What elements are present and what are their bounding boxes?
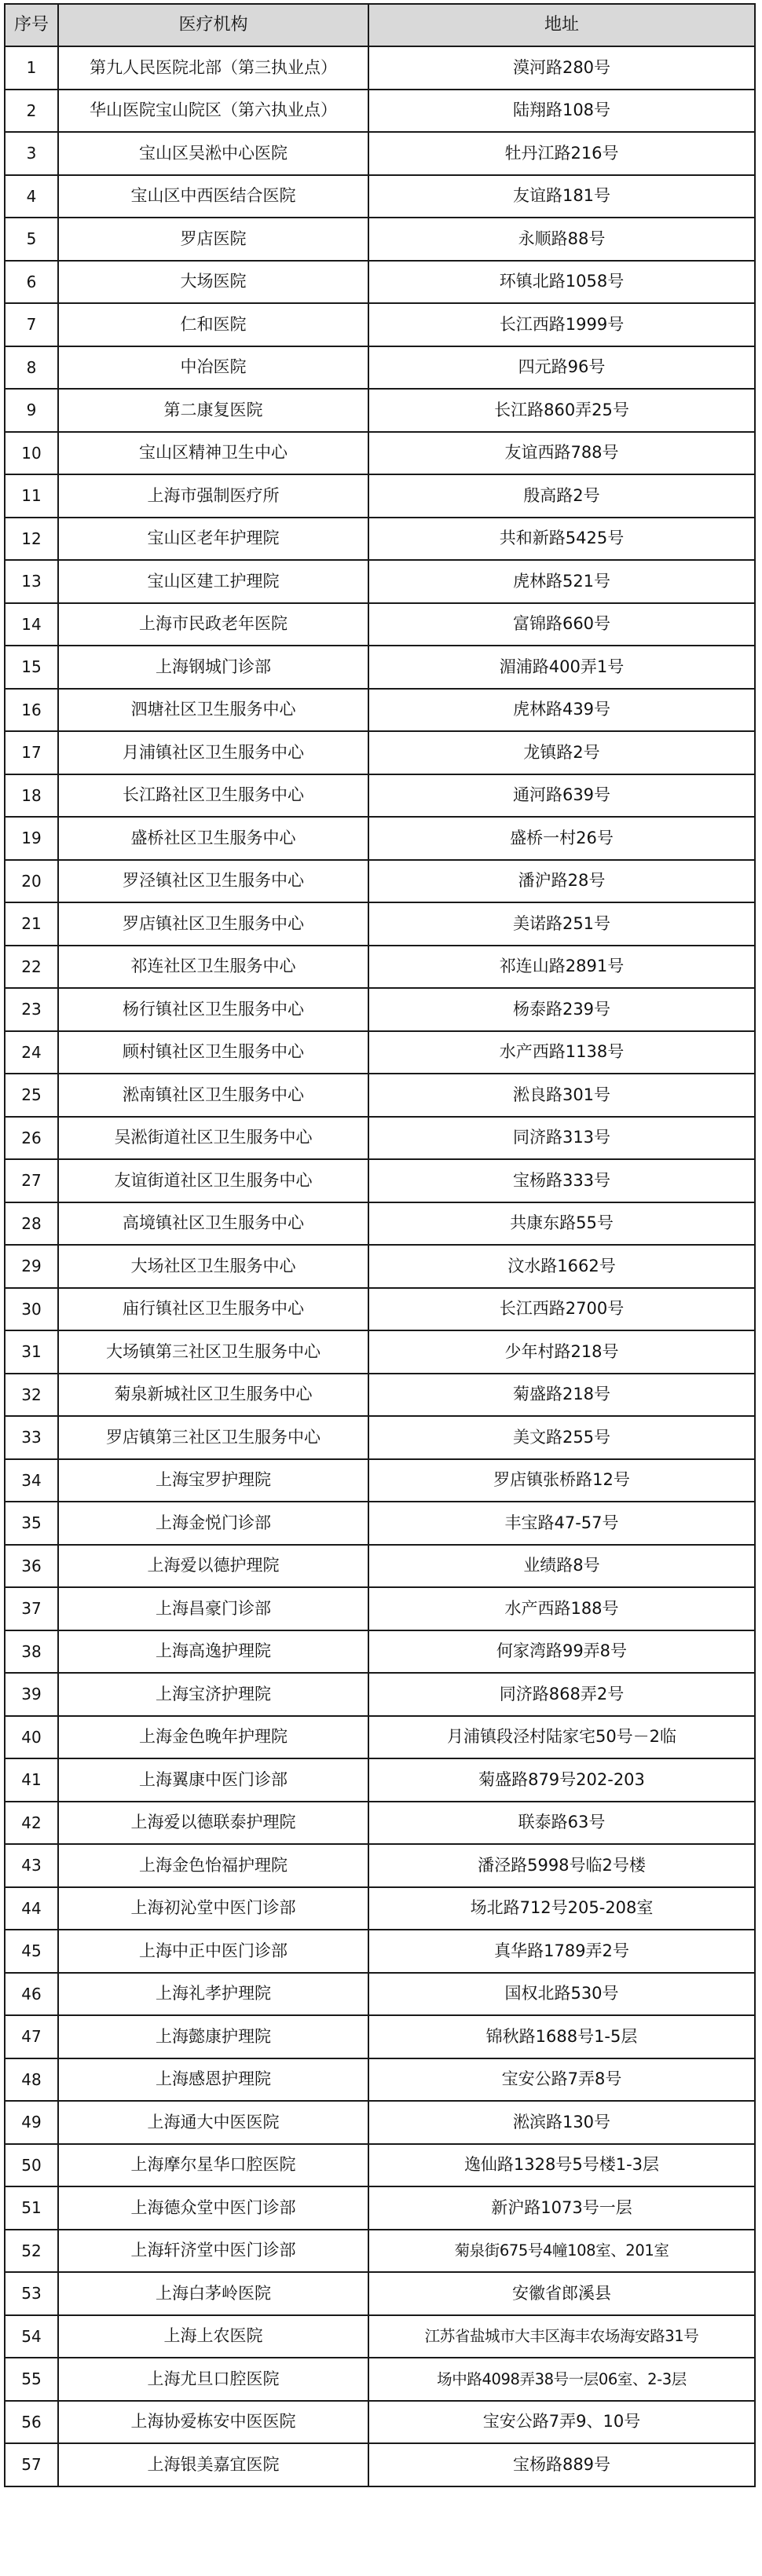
- table-row: [5, 1031, 755, 1074]
- institution-address: 共康东路55号: [368, 1202, 755, 1246]
- table-row: [5, 2058, 755, 2102]
- row-index: 18: [5, 774, 58, 818]
- institution-name: 罗店镇第三社区卫生服务中心: [58, 1416, 368, 1459]
- institution-name: 上海协爱栋安中医医院: [58, 2401, 368, 2444]
- institution-name: 祁连社区卫生服务中心: [58, 946, 368, 989]
- institution-address: 场中路4098弄38号一层06室、2-3层: [368, 2358, 755, 2401]
- table-row: [5, 303, 755, 346]
- institution-address: 业绩路8号: [368, 1545, 755, 1588]
- row-index: 3: [5, 132, 58, 175]
- institution-name: 宝山区吴淞中心医院: [58, 132, 368, 175]
- table-row: [5, 646, 755, 689]
- row-index: 46: [5, 1973, 58, 2016]
- header-institution: 医疗机构: [58, 4, 368, 46]
- row-index: 36: [5, 1545, 58, 1588]
- institution-address: 宝安公路7弄9、10号: [368, 2401, 755, 2444]
- row-index: 26: [5, 1117, 58, 1160]
- institution-address: 同济路868弄2号: [368, 1673, 755, 1716]
- row-index: 40: [5, 1716, 58, 1759]
- table-row: [5, 346, 755, 390]
- table-row: [5, 1202, 755, 1246]
- institution-name: 庙行镇社区卫生服务中心: [58, 1288, 368, 1331]
- row-index: 10: [5, 432, 58, 475]
- institution-address: 宝杨路889号: [368, 2443, 755, 2486]
- row-index: 51: [5, 2186, 58, 2230]
- table-row: [5, 2186, 755, 2230]
- table-row: [5, 2272, 755, 2315]
- institution-address: 盛桥一村26号: [368, 817, 755, 860]
- institution-address: 罗店镇张桥路12号: [368, 1459, 755, 1502]
- institution-name: 上海市民政老年医院: [58, 603, 368, 646]
- row-index: 35: [5, 1502, 58, 1545]
- institution-address: 安徽省郎溪县: [368, 2272, 755, 2315]
- table-row: [5, 902, 755, 946]
- table-row: [5, 132, 755, 175]
- table-row: [5, 1245, 755, 1288]
- table-row: [5, 689, 755, 732]
- institution-name: 吴淞街道社区卫生服务中心: [58, 1117, 368, 1160]
- row-index: 16: [5, 689, 58, 732]
- row-index: 48: [5, 2058, 58, 2102]
- institution-name: 中冶医院: [58, 346, 368, 390]
- row-index: 31: [5, 1330, 58, 1374]
- row-index: 44: [5, 1887, 58, 1930]
- header-index: 序号: [5, 4, 58, 46]
- row-index: 4: [5, 175, 58, 218]
- row-index: 28: [5, 1202, 58, 1246]
- institution-name: 上海钢城门诊部: [58, 646, 368, 689]
- table-row: [5, 432, 755, 475]
- table-row: [5, 1587, 755, 1630]
- table-row: [5, 2015, 755, 2058]
- institution-address: 菊盛路218号: [368, 1374, 755, 1417]
- institution-name: 上海中正中医门诊部: [58, 1930, 368, 1973]
- row-index: 47: [5, 2015, 58, 2058]
- table-row: [5, 731, 755, 774]
- row-index: 12: [5, 518, 58, 561]
- institution-name: 淞南镇社区卫生服务中心: [58, 1074, 368, 1117]
- row-index: 33: [5, 1416, 58, 1459]
- institution-name: 菊泉新城社区卫生服务中心: [58, 1374, 368, 1417]
- institution-name: 上海市强制医疗所: [58, 474, 368, 518]
- row-index: 9: [5, 389, 58, 432]
- institution-name: 上海金悦门诊部: [58, 1502, 368, 1545]
- table-row: [5, 46, 755, 90]
- institution-address: 潘泾路5998号临2号楼: [368, 1844, 755, 1887]
- institution-address: 龙镇路2号: [368, 731, 755, 774]
- institution-address: 宝安公路7弄8号: [368, 2058, 755, 2102]
- institution-name: 宝山区老年护理院: [58, 518, 368, 561]
- table-row: [5, 2401, 755, 2444]
- institution-name: 第九人民医院北部（第三执业点）: [58, 46, 368, 90]
- table-row: [5, 560, 755, 603]
- institution-name: 大场医院: [58, 261, 368, 304]
- row-index: 1: [5, 46, 58, 90]
- table-row: [5, 817, 755, 860]
- table-row: [5, 1844, 755, 1887]
- institution-address: 宝杨路333号: [368, 1159, 755, 1202]
- institution-table: [4, 3, 756, 2487]
- institution-address: 真华路1789弄2号: [368, 1930, 755, 1973]
- institution-address: 月浦镇段泾村陆家宅50号－2临: [368, 1716, 755, 1759]
- institution-name: 罗泾镇社区卫生服务中心: [58, 860, 368, 903]
- table-row: [5, 218, 755, 261]
- table-row: [5, 1117, 755, 1160]
- institution-address: 国权北路530号: [368, 1973, 755, 2016]
- row-index: 57: [5, 2443, 58, 2486]
- institution-name: 杨行镇社区卫生服务中心: [58, 988, 368, 1031]
- table-row: [5, 2101, 755, 2144]
- row-index: 25: [5, 1074, 58, 1117]
- table-row: [5, 518, 755, 561]
- institution-address: 长江路860弄25号: [368, 389, 755, 432]
- row-index: 53: [5, 2272, 58, 2315]
- table-row: [5, 603, 755, 646]
- institution-name: 上海白茅岭医院: [58, 2272, 368, 2315]
- institution-address: 新沪路1073号一层: [368, 2186, 755, 2230]
- row-index: 29: [5, 1245, 58, 1288]
- row-index: 19: [5, 817, 58, 860]
- table-row: [5, 1330, 755, 1374]
- table-row: [5, 1716, 755, 1759]
- institution-name: 第二康复医院: [58, 389, 368, 432]
- institution-name: 上海高逸护理院: [58, 1630, 368, 1674]
- row-index: 24: [5, 1031, 58, 1074]
- institution-address: 水产西路188号: [368, 1587, 755, 1630]
- row-index: 56: [5, 2401, 58, 2444]
- institution-address: 虎林路521号: [368, 560, 755, 603]
- institution-name: 长江路社区卫生服务中心: [58, 774, 368, 818]
- institution-address: 杨泰路239号: [368, 988, 755, 1031]
- row-index: 13: [5, 560, 58, 603]
- row-index: 38: [5, 1630, 58, 1674]
- table-row: [5, 1159, 755, 1202]
- row-index: 50: [5, 2144, 58, 2187]
- table-row: [5, 261, 755, 304]
- institution-table-wrapper: [4, 3, 754, 2487]
- institution-name: 华山医院宝山院区（第六执业点）: [58, 90, 368, 133]
- institution-name: 上海金色怡福护理院: [58, 1844, 368, 1887]
- row-index: 20: [5, 860, 58, 903]
- institution-address: 场北路712号205-208室: [368, 1887, 755, 1930]
- row-index: 39: [5, 1673, 58, 1716]
- institution-address: 水产西路1138号: [368, 1031, 755, 1074]
- institution-address: 共和新路5425号: [368, 518, 755, 561]
- institution-address: 虎林路439号: [368, 689, 755, 732]
- row-index: 42: [5, 1802, 58, 1845]
- institution-name: 泗塘社区卫生服务中心: [58, 689, 368, 732]
- row-index: 14: [5, 603, 58, 646]
- institution-name: 上海摩尔星华口腔医院: [58, 2144, 368, 2187]
- institution-address: 锦秋路1688号1-5层: [368, 2015, 755, 2058]
- institution-name: 大场镇第三社区卫生服务中心: [58, 1330, 368, 1374]
- institution-name: 上海懿康护理院: [58, 2015, 368, 2058]
- row-index: 2: [5, 90, 58, 133]
- row-index: 43: [5, 1844, 58, 1887]
- institution-address: 富锦路660号: [368, 603, 755, 646]
- table-row: [5, 1074, 755, 1117]
- institution-address: 逸仙路1328号5号楼1-3层: [368, 2144, 755, 2187]
- institution-name: 大场社区卫生服务中心: [58, 1245, 368, 1288]
- institution-address: 菊泉街675号4幢108室、201室: [368, 2230, 755, 2273]
- row-index: 41: [5, 1758, 58, 1802]
- institution-address: 长江西路1999号: [368, 303, 755, 346]
- table-row: [5, 1973, 755, 2016]
- table-header-row: [5, 4, 755, 46]
- row-index: 30: [5, 1288, 58, 1331]
- institution-name: 友谊街道社区卫生服务中心: [58, 1159, 368, 1202]
- institution-name: 高境镇社区卫生服务中心: [58, 1202, 368, 1246]
- institution-address: 丰宝路47-57号: [368, 1502, 755, 1545]
- institution-name: 上海宝罗护理院: [58, 1459, 368, 1502]
- table-row: [5, 2315, 755, 2358]
- institution-address: 淞良路301号: [368, 1074, 755, 1117]
- table-row: [5, 1416, 755, 1459]
- row-index: 11: [5, 474, 58, 518]
- institution-address: 祁连山路2891号: [368, 946, 755, 989]
- institution-name: 宝山区建工护理院: [58, 560, 368, 603]
- table-row: [5, 2443, 755, 2486]
- table-row: [5, 2144, 755, 2187]
- table-row: [5, 2230, 755, 2273]
- institution-address: 何家湾路99弄8号: [368, 1630, 755, 1674]
- institution-name: 上海德众堂中医门诊部: [58, 2186, 368, 2230]
- institution-address: 潘沪路28号: [368, 860, 755, 903]
- row-index: 45: [5, 1930, 58, 1973]
- row-index: 5: [5, 218, 58, 261]
- institution-address: 菊盛路879号202-203: [368, 1758, 755, 1802]
- institution-address: 江苏省盐城市大丰区海丰农场海安路31号: [368, 2315, 755, 2358]
- row-index: 34: [5, 1459, 58, 1502]
- institution-name: 上海银美嘉宜医院: [58, 2443, 368, 2486]
- table-row: [5, 1374, 755, 1417]
- table-body: [5, 46, 755, 2486]
- row-index: 52: [5, 2230, 58, 2273]
- institution-name: 宝山区中西医结合医院: [58, 175, 368, 218]
- row-index: 21: [5, 902, 58, 946]
- institution-name: 仁和医院: [58, 303, 368, 346]
- institution-name: 上海金色晚年护理院: [58, 1716, 368, 1759]
- institution-name: 月浦镇社区卫生服务中心: [58, 731, 368, 774]
- institution-address: 少年村路218号: [368, 1330, 755, 1374]
- institution-name: 上海翼康中医门诊部: [58, 1758, 368, 1802]
- row-index: 17: [5, 731, 58, 774]
- institution-address: 通河路639号: [368, 774, 755, 818]
- institution-name: 上海通大中医医院: [58, 2101, 368, 2144]
- row-index: 55: [5, 2358, 58, 2401]
- institution-address: 长江西路2700号: [368, 1288, 755, 1331]
- table-row: [5, 2358, 755, 2401]
- table-row: [5, 175, 755, 218]
- table-row: [5, 1630, 755, 1674]
- institution-address: 联泰路63号: [368, 1802, 755, 1845]
- institution-name: 上海宝济护理院: [58, 1673, 368, 1716]
- institution-address: 淞滨路130号: [368, 2101, 755, 2144]
- table-row: [5, 1802, 755, 1845]
- row-index: 32: [5, 1374, 58, 1417]
- institution-address: 友谊路181号: [368, 175, 755, 218]
- institution-name: 上海轩济堂中医门诊部: [58, 2230, 368, 2273]
- institution-address: 殷高路2号: [368, 474, 755, 518]
- institution-name: 上海初沁堂中医门诊部: [58, 1887, 368, 1930]
- table-row: [5, 1545, 755, 1588]
- table-row: [5, 860, 755, 903]
- table-row: [5, 774, 755, 818]
- table-row: [5, 474, 755, 518]
- row-index: 23: [5, 988, 58, 1031]
- institution-name: 上海爱以德联泰护理院: [58, 1802, 368, 1845]
- institution-address: 美文路255号: [368, 1416, 755, 1459]
- institution-name: 上海礼孝护理院: [58, 1973, 368, 2016]
- table-row: [5, 1930, 755, 1973]
- row-index: 8: [5, 346, 58, 390]
- institution-address: 永顺路88号: [368, 218, 755, 261]
- institution-name: 上海爱以德护理院: [58, 1545, 368, 1588]
- institution-address: 漠河路280号: [368, 46, 755, 90]
- table-row: [5, 1502, 755, 1545]
- row-index: 27: [5, 1159, 58, 1202]
- institution-name: 上海感恩护理院: [58, 2058, 368, 2102]
- institution-name: 罗店医院: [58, 218, 368, 261]
- institution-name: 宝山区精神卫生中心: [58, 432, 368, 475]
- row-index: 49: [5, 2101, 58, 2144]
- institution-name: 上海尤旦口腔医院: [58, 2358, 368, 2401]
- institution-address: 友谊西路788号: [368, 432, 755, 475]
- institution-name: 盛桥社区卫生服务中心: [58, 817, 368, 860]
- row-index: 37: [5, 1587, 58, 1630]
- institution-address: 牡丹江路216号: [368, 132, 755, 175]
- institution-address: 湄浦路400弄1号: [368, 646, 755, 689]
- row-index: 54: [5, 2315, 58, 2358]
- table-row: [5, 90, 755, 133]
- institution-address: 陆翔路108号: [368, 90, 755, 133]
- institution-name: 罗店镇社区卫生服务中心: [58, 902, 368, 946]
- institution-address: 同济路313号: [368, 1117, 755, 1160]
- institution-address: 美诺路251号: [368, 902, 755, 946]
- table-row: [5, 1288, 755, 1331]
- row-index: 6: [5, 261, 58, 304]
- row-index: 22: [5, 946, 58, 989]
- institution-name: 上海上农医院: [58, 2315, 368, 2358]
- table-row: [5, 988, 755, 1031]
- institution-name: 顾村镇社区卫生服务中心: [58, 1031, 368, 1074]
- institution-address: 环镇北路1058号: [368, 261, 755, 304]
- row-index: 15: [5, 646, 58, 689]
- institution-name: 上海昌豪门诊部: [58, 1587, 368, 1630]
- institution-address: 汶水路1662号: [368, 1245, 755, 1288]
- table-row: [5, 1758, 755, 1802]
- table-row: [5, 946, 755, 989]
- table-row: [5, 1459, 755, 1502]
- table-row: [5, 1673, 755, 1716]
- table-row: [5, 389, 755, 432]
- row-index: 7: [5, 303, 58, 346]
- institution-address: 四元路96号: [368, 346, 755, 390]
- header-address: 地址: [368, 4, 755, 46]
- table-row: [5, 1887, 755, 1930]
